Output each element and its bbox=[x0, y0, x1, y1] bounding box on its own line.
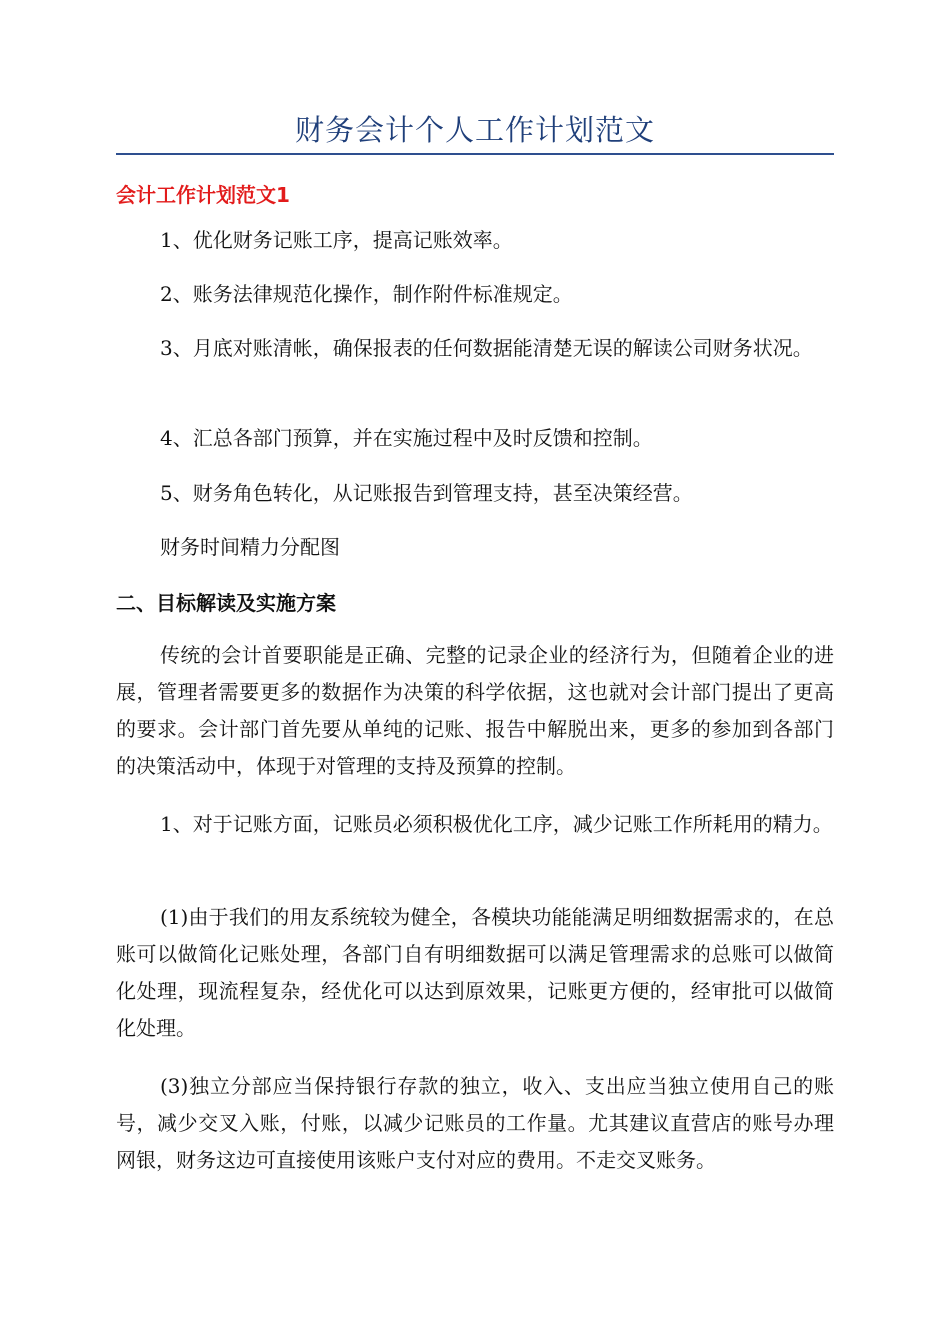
figure-caption: 财务时间精力分配图 bbox=[160, 535, 340, 559]
list-item: 3、月底对账清帐，确保报表的任何数据能清楚无误的解读公司财务状况。 bbox=[160, 336, 813, 360]
document-title: 财务会计个人工作计划范文 bbox=[294, 113, 655, 147]
body-paragraph: 传统的会计首要职能是正确、完整的记录企业的经济行为，但随着企业的进展，管理者需要更多的数据作为决策的科学依据，这也就对会计部门提出了更高的要求。会计部门首先要从单纯的记账、报告中解脱出来，更多的参加到各部门的决策活动中，体现于对管理的支持及预算的控制。 bbox=[116, 643, 834, 778]
section-heading-goals: 二、目标解读及实施方案 bbox=[116, 591, 336, 615]
section-heading-plan-1: 会计工作计划范文1 bbox=[116, 183, 290, 207]
title-underline bbox=[116, 153, 834, 155]
body-paragraph: (1)由于我们的用友系统较为健全，各模块功能能满足明细数据需求的，在总账可以做简化记账处理，各部门自有明细数据可以满足管理需求的总账可以做简化处理，现流程复杂，经优化可以达到原效果，记账更方便的，经审批可以做简化处理。 bbox=[116, 905, 834, 1040]
body-paragraph: (3)独立分部应当保持银行存款的独立，收入、支出应当独立使用自己的账号，减少交叉入账，付账，以减少记账员的工作量。尤其建议直营店的账号办理网银，财务这边可直接使用该账户支付对应的费用。不走交叉账务。 bbox=[116, 1074, 834, 1172]
list-item: 5、财务角色转化，从记账报告到管理支持，甚至决策经营。 bbox=[160, 481, 693, 505]
body-paragraph: 1、对于记账方面，记账员必须积极优化工序，减少记账工作所耗用的精力。 bbox=[160, 812, 833, 836]
list-item: 2、账务法律规范化操作，制作附件标准规定。 bbox=[160, 282, 573, 306]
list-item: 4、汇总各部门预算，并在实施过程中及时反馈和控制。 bbox=[160, 426, 653, 450]
list-item: 1、优化财务记账工序，提高记账效率。 bbox=[160, 228, 513, 252]
